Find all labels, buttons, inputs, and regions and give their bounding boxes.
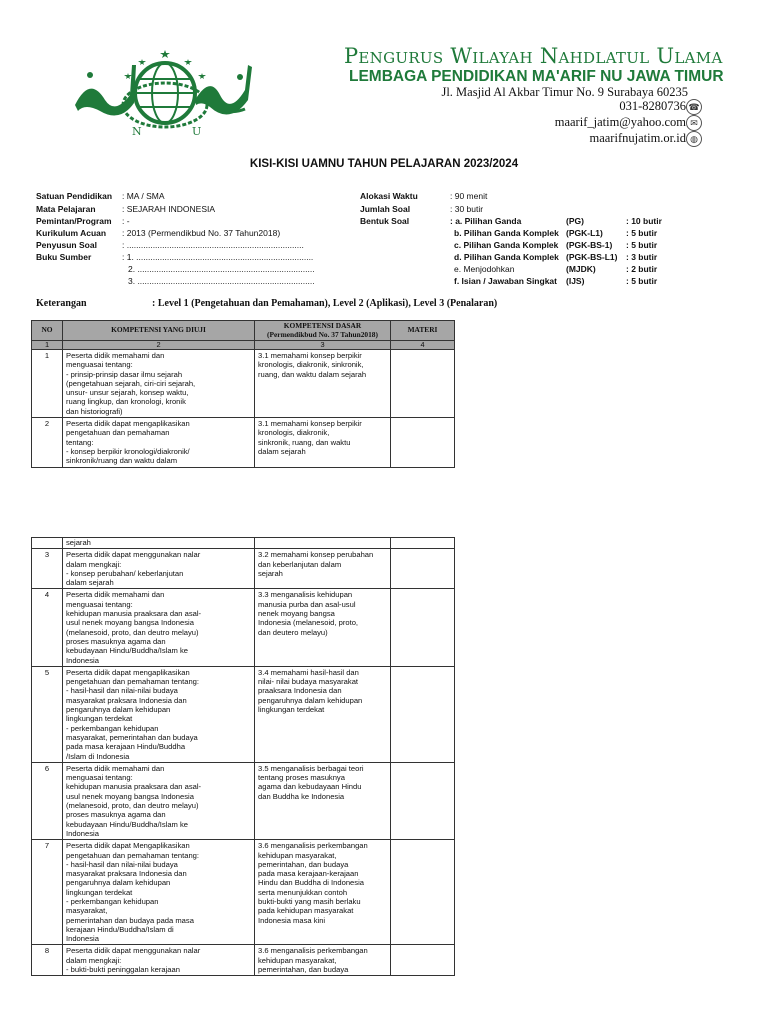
label-jumlah: Jumlah Soal	[360, 204, 411, 214]
bentuk-code: (PGK-BS-L1)	[566, 252, 618, 262]
kisi-table-page1	[31, 320, 455, 468]
colnum-4: 4	[391, 341, 455, 350]
bentuk-name: c. Pilihan Ganda Komplek	[454, 240, 559, 250]
header-materi: MATERI	[391, 321, 455, 341]
row-kompetensi: Peserta didik dapat Mengaplikasikan pengetahuan dan pemahaman tentang: - hasil-hasil dan nilai-nilai budaya masyarakat praksara Indonesia dan pengaruhnya dalam kehidupan lingkungan terdekat - perkembangan kehidupan masyarakat, pemerintahan dan budaya pada masa kerajaan Hindu/Buddha/Islam di Indonesia	[63, 840, 255, 945]
row-no: 6	[32, 762, 63, 839]
value-kurikulum: : 2013 (Permendikbud No. 37 Tahun2018)	[122, 228, 281, 238]
colnum-1: 1	[32, 341, 63, 350]
org-name: Pengurus Wilayah Nahdlatul Ulama	[344, 44, 723, 68]
label-alokasi: Alokasi Waktu	[360, 191, 418, 201]
bentuk-count: : 2 butir	[626, 264, 658, 274]
colnum-3: 3	[255, 341, 391, 350]
label-penyusun: Penyusun Soal	[36, 240, 97, 250]
keterangan-value: : Level 1 (Pengetahuan dan Pemahaman), Level 2 (Aplikasi), Level 3 (Penalaran)	[152, 298, 498, 309]
table-row	[32, 840, 455, 945]
value-mapel: : SEJARAH INDONESIA	[122, 204, 216, 214]
row-kd	[255, 538, 391, 549]
row-materi	[391, 762, 455, 839]
bentuk-code: (MJDK)	[566, 264, 596, 274]
bentuk-name: f. Isian / Jawaban Singkat	[454, 276, 557, 286]
bentuk-count: : 5 butir	[626, 240, 658, 250]
bentuk-name: d. Pilihan Ganda Komplek	[454, 252, 559, 262]
header-kd: KOMPETENSI DASAR (Permendikbud No. 37 Tahun2018)	[255, 321, 391, 341]
row-materi	[391, 840, 455, 945]
document-title: KISI-KISI UAMNU TAHUN PELAJARAN 2023/2024	[249, 158, 519, 170]
row-kompetensi: sejarah	[63, 538, 255, 549]
row-materi	[391, 945, 455, 976]
row-materi	[391, 418, 455, 467]
phone-number: 031-8280736	[619, 99, 686, 113]
row-no: 8	[32, 945, 63, 976]
bentuk-code: (PGK-BS-1)	[566, 240, 613, 250]
bentuk-name: e. Menjodohkan	[454, 264, 515, 274]
row-kd: 3.5 menganalisis berbagai teori tentang proses masuknya agama dan kebudayaan Hindu dan Buddha ke Indonesia	[255, 762, 391, 839]
website: maarifnujatim.or.id	[589, 131, 686, 145]
row-materi	[391, 666, 455, 762]
row-materi	[391, 350, 455, 418]
value-jumlah: : 30 butir	[450, 204, 484, 214]
org-subname: LEMBAGA PENDIDIKAN MA'ARIF NU JAWA TIMUR	[349, 68, 724, 85]
table-row	[32, 538, 455, 549]
label-satuan: Satuan Pendidikan	[36, 191, 113, 201]
table-row	[32, 762, 455, 839]
row-kd: 3.6 menganalisis perkembangan kehidupan masyarakat, pemerintahan, dan budaya pada masa kerajaan-kerajaan Hindu dan Buddha di Indonesia serta menunjukkan contoh bukti-bukti yang masih berlaku pada kehidupan masyarakat Indonesia masa kini	[255, 840, 391, 945]
bentuk-code: (PG)	[566, 216, 584, 226]
value-alokasi: : 90 menit	[450, 191, 488, 201]
table-row	[32, 418, 455, 467]
row-kompetensi: Peserta didik dapat mengaplikasikan pengetahuan dan pemahaman tentang: - hasil-hasil dan nilai-nilai budaya masyarakat praksara Indonesia dan pengaruhnya dalam kehidupan lingkungan terdekat - perkembangan kehidupan masyarakat, pemerintahan dan budaya pada masa kerajaan Hindu/Buddha /Islam di Indonesia	[63, 666, 255, 762]
value-penyusun: : ...........................................................................	[122, 240, 304, 250]
phone-icon: ☎	[686, 99, 702, 115]
bentuk-count: : 10 butir	[626, 216, 662, 226]
logo-letter-n: N	[132, 125, 142, 138]
table-row	[32, 549, 455, 589]
table-row	[32, 589, 455, 666]
bentuk-code: (PGK-L1)	[566, 228, 603, 238]
row-no	[32, 538, 63, 549]
globe-icon: ◍	[686, 131, 702, 147]
table-row	[32, 945, 455, 976]
row-kompetensi: Peserta didik memahami dan menguasai tentang: kehidupan manusia praaksara dan asal- usul nenek moyang bangsa Indonesia (melanesoid, proto, dan deutro melayu) proses masuknya agama dan kebudayaan Hindu/Buddha/Islam ke Indonesia	[63, 589, 255, 666]
row-kd: 3.2 memahami konsep perubahan dan keberlanjutan dalam sejarah	[255, 549, 391, 589]
value-satuan: : MA / SMA	[122, 191, 165, 201]
row-kompetensi: Peserta didik dapat menggunakan nalar dalam mengkaji: - konsep perubahan/ keberlanjutan dalam sejarah	[63, 549, 255, 589]
header-kompetensi: KOMPETENSI YANG DIUJI	[63, 321, 255, 341]
label-buku: Buku Sumber	[36, 252, 92, 262]
row-no: 2	[32, 418, 63, 467]
bentuk-code: (IJS)	[566, 276, 585, 286]
bentuk-count: : 5 butir	[626, 276, 658, 286]
row-materi	[391, 538, 455, 549]
row-kompetensi: Peserta didik dapat mengaplikasikan pengetahuan dan pemahaman tentang: - konsep berpikir kronologi/diakronik/ sinkronik/ruang dan waktu dalam	[63, 418, 255, 467]
kisi-table-page2	[31, 537, 455, 976]
row-kd: 3.1 memahami konsep berpikir kronologis, diakronik, sinkronik, ruang, dan waktu dalam sejarah	[255, 350, 391, 418]
bentuk-count: : 3 butir	[626, 252, 658, 262]
label-peminatan: Pemintan/Program	[36, 216, 112, 226]
bentuk-name: b. Pilihan Ganda Komplek	[454, 228, 559, 238]
row-materi	[391, 549, 455, 589]
colnum-2: 2	[63, 341, 255, 350]
row-kd: 3.4 memahami hasil-hasil dan nilai- nilai budaya masyarakat praaksara Indonesia dan pengaruhnya dalam kehidupan lingkungan terdekat	[255, 666, 391, 762]
row-kd: 3.1 memahami konsep berpikir kronologis, diakronik, sinkronik, ruang, dan waktu dalam sejarah	[255, 418, 391, 467]
row-no: 1	[32, 350, 63, 418]
row-no: 3	[32, 549, 63, 589]
value-buku-3: 3. ...........................................................................	[128, 276, 315, 286]
value-buku-1: : 1. ...........................................................................	[122, 252, 314, 262]
bentuk-name: : a. Pilihan Ganda	[450, 216, 522, 226]
row-materi	[391, 589, 455, 666]
mail-icon: ✉	[686, 115, 702, 131]
row-no: 7	[32, 840, 63, 945]
address: Jl. Masjid Al Akbar Timur No. 9 Surabaya 60235	[441, 85, 688, 99]
row-kompetensi: Peserta didik dapat menggunakan nalar dalam mengkaji: - bukti-bukti peninggalan kerajaan	[63, 945, 255, 976]
value-buku-2: 2. ...........................................................................	[128, 264, 315, 274]
label-bentuk: Bentuk Soal	[360, 216, 410, 226]
keterangan-label: Keterangan	[36, 298, 87, 309]
logo-letter-u: U	[192, 125, 202, 138]
nu-logo	[70, 45, 260, 145]
table-row	[32, 350, 455, 418]
row-kompetensi: Peserta didik memahami dan menguasai tentang: - prinsip-prinsip dasar ilmu sejarah (pengetahuan sejarah, ciri-ciri sejarah, unsur- unsur sejarah, konsep waktu, ruang lingkup, dan kronologi, kronik dan historiografi)	[63, 350, 255, 418]
label-kurikulum: Kurikulum Acuan	[36, 228, 107, 238]
bentuk-count: : 5 butir	[626, 228, 658, 238]
row-kompetensi: Peserta didik memahami dan menguasai tentang: kehidupan manusia praaksara dan asal- usul nenek moyang bangsa Indonesia (melanesoid, proto, dan deutro melayu) proses masuknya agama dan kebudayaan Hindu/Buddha/Islam ke Indonesia	[63, 762, 255, 839]
value-peminatan: : -	[122, 216, 130, 226]
header-no: NO	[32, 321, 63, 341]
row-kd: 3.3 menganalisis kehidupan manusia purba dan asal-usul nenek moyang bangsa Indonesia (melanesoid, proto, dan deutero melayu)	[255, 589, 391, 666]
row-kd: 3.6 menganalisis perkembangan kehidupan masyarakat, pemerintahan, dan budaya	[255, 945, 391, 976]
row-no: 4	[32, 589, 63, 666]
row-no: 5	[32, 666, 63, 762]
email-address: maarif_jatim@yahoo.com	[554, 115, 686, 129]
label-mapel: Mata Pelajaran	[36, 204, 96, 214]
table-row	[32, 666, 455, 762]
